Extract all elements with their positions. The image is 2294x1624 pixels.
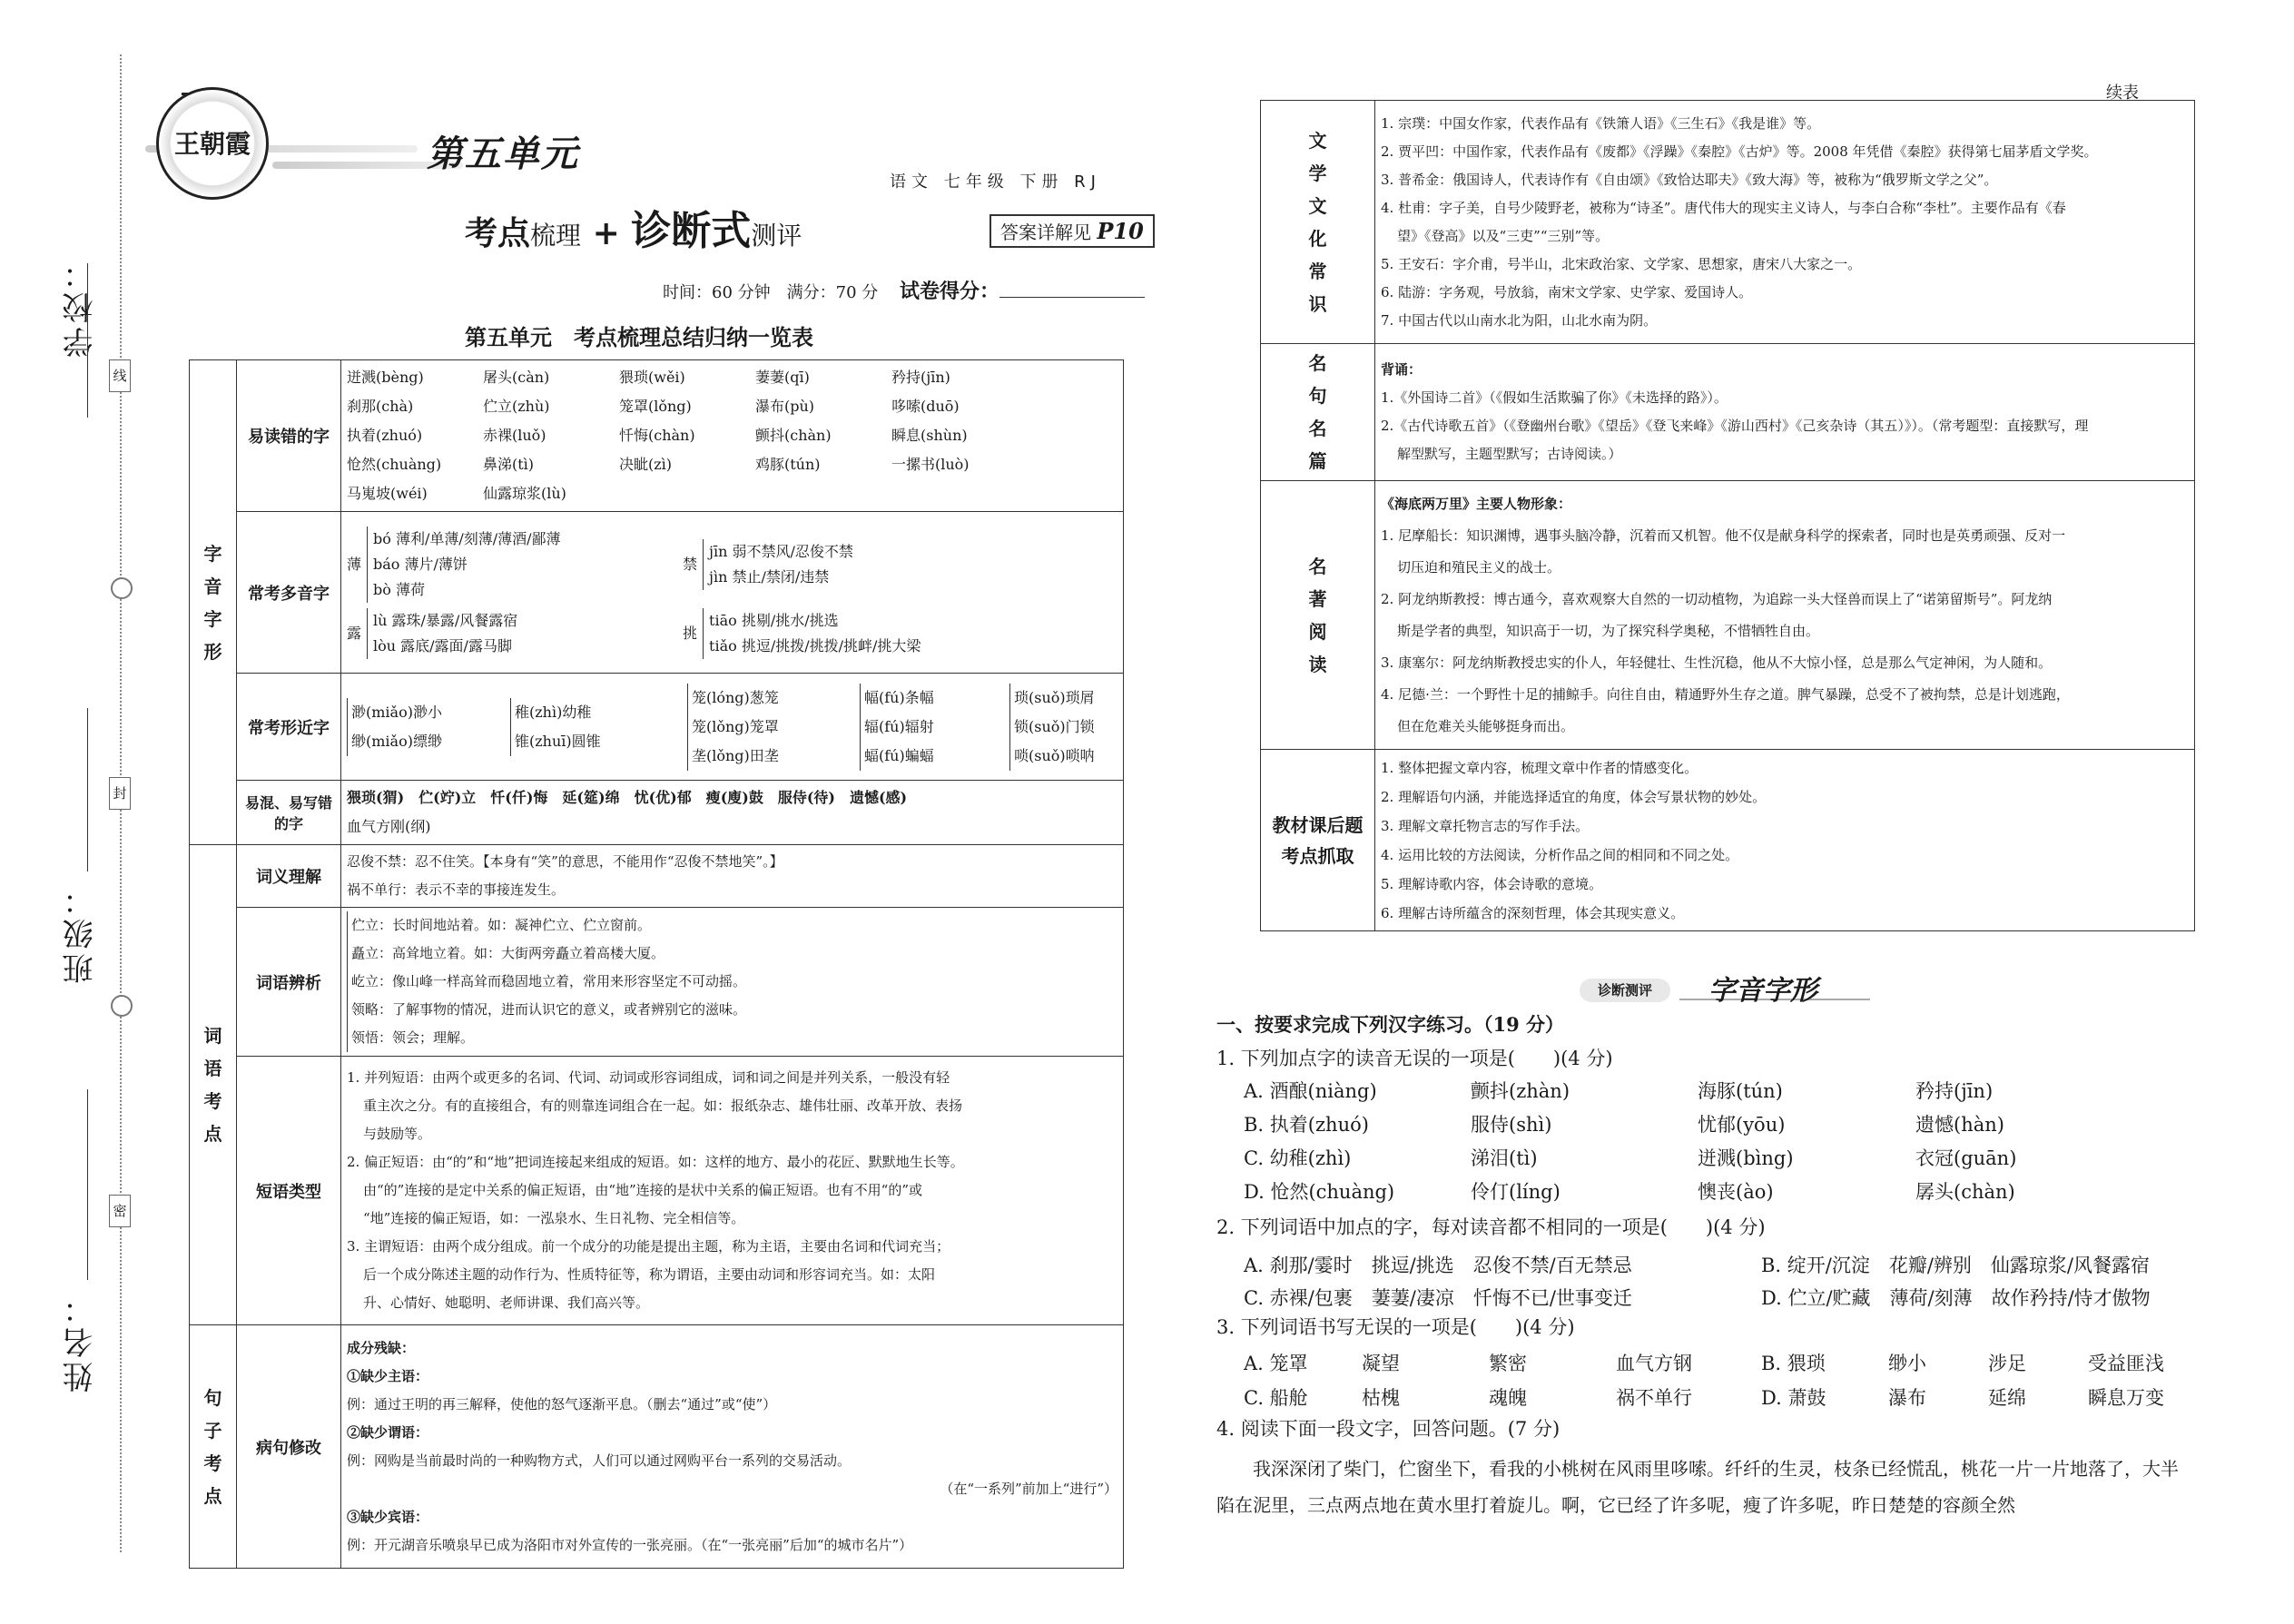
easy-wrong-item: 执着(zhuó) <box>347 427 423 444</box>
q3-option-word: 凝望 <box>1362 1353 1400 1374</box>
q3-option[interactable]: B. 猥琐 <box>1761 1353 1826 1374</box>
easy-wrong-item: 猥琐(wěi) <box>619 369 685 386</box>
q1-option-word: 海豚(tún) <box>1698 1080 1783 1102</box>
continue-label: 续表 <box>2106 84 2139 103</box>
q2-option-c[interactable]: C. 赤裸/包裹 萋萋/凄凉 忏悔不已/世事变迁 <box>1244 1287 1632 1309</box>
q1-option-word: 孱头(chàn) <box>1915 1181 2015 1203</box>
q3-option-word: 瞬息万变 <box>2088 1387 2164 1409</box>
famous-cell: 背诵： 1.《外国诗二首》（《假如生活欺骗了你》《未选择的路》）。 2.《古代诗歌五首》（《登幽州台歌》《望岳》《登飞来峰》《游山西村》《己亥杂诗（其五）》）。（常考题型：直接默写，理 解型默写，主题型默写；古诗阅读。） <box>1375 344 2195 481</box>
easy-wrong-item: 迸溅(bèng) <box>347 369 424 386</box>
q1-option-word: 服侍(shì) <box>1471 1114 1552 1136</box>
easy-wrong-item: 瞬息(shùn) <box>891 427 968 444</box>
q3-option[interactable]: C. 船舱 <box>1244 1387 1308 1409</box>
class-label: 班级： <box>63 881 99 984</box>
row-label-sentence-fix: 病句修改 <box>237 1325 341 1569</box>
easy-wrong-item: 笼罩(lǒng) <box>619 398 692 415</box>
q1-option-word: 遗憾(hàn) <box>1915 1114 2004 1136</box>
brand-logo: 王朝霞 <box>156 87 269 200</box>
row-label-similar: 常考形近字 <box>237 674 341 781</box>
q1-option[interactable]: A. 酒酿(niàng) <box>1244 1080 1377 1102</box>
category-ju: 句子考点 <box>190 1325 237 1569</box>
q1-option-word: 迸溅(bìng) <box>1698 1147 1794 1169</box>
bind-mark-xian: 线 <box>109 359 131 392</box>
diagnostic-badge: 诊断测评 字音字形 <box>1580 973 1879 1006</box>
q1-option-word: 涕泪(tì) <box>1471 1147 1538 1169</box>
q3-option-word: 瀑布 <box>1888 1387 1926 1409</box>
name-label: 姓名： <box>63 1289 99 1393</box>
easy-wrong-item: 仙露琼浆(lù) <box>483 485 566 502</box>
bind-mark-feng: 封 <box>109 777 131 810</box>
q1-option-word: 颤抖(zhàn) <box>1471 1080 1570 1102</box>
literature-cell: 1. 宗璞：中国女作家，代表作品有《铁箫人语》《三生石》《我是谁》等。 2. 贾平凹：中国作家，代表作品有《废都》《浮躁》《秦腔》《古炉》等。2008 年凭借《秦腔》获得第七届茅盾文学奖。 3. 普希金：俄国诗人，代表诗作有《自由颂》《致恰达耶夫》《致大海》等，被称为“俄罗斯文学之父”。 4. 杜甫：字子美，自号少陵野老，被称为“诗圣”。唐代伟大的现实主义诗人，与李白合称“李杜”。主要作品有《春 望》《登高》以及“三吏”“三别”等。 5. 王安石：字介甫，号半山，北宋政治家、文学家、思想家，唐宋八大家之一。 6. 陆游：字务观，号放翁，南宋文学家、史学家、爱国诗人。 7. 中国古代以山南水北为阳，山北水南为阴。 <box>1375 101 2195 344</box>
q3-option-word: 涉足 <box>1988 1353 2026 1374</box>
polyphone-cell: 薄 bó 薄利/单薄/刻薄/薄酒/鄙薄 báo 薄片/薄饼 bò 薄荷 禁 jīn 弱不禁风/忍俊不禁 jìn 禁止/禁闭/违禁 露 lù 露珠/暴露/风餐露宿 lòu 露底/露面/露马脚 挑 tiāo 挑剔/挑水/挑选 tiǎo 挑逗/挑拨/挑拨/挑衅/挑大梁 <box>341 512 1124 674</box>
understand-cell: 忍俊不禁：忍不住笑。【本身有“笑”的意思，不能用作“忍俊不禁地笑”。】 祸不单行：表示不幸的事接连发生。 <box>341 845 1124 908</box>
easy-wrong-item: 伫立(zhù) <box>483 398 550 415</box>
q3-option-word: 祸不单行 <box>1616 1387 1692 1409</box>
q3-option-word: 繁密 <box>1489 1353 1527 1374</box>
q3-option[interactable]: A. 笼罩 <box>1244 1353 1308 1374</box>
reading-passage: 我深深闭了柴门，伫窗坐下，看我的小桃树在风雨里哆嗦。纤纤的生灵，枝条已经慌乱，桃花一片一片地落了，大半陷在泥里，三点两点地在黄水里打着旋儿。啊，它已经了许多呢，瘦了许多呢，昨日楚楚的容颜全然 <box>1216 1458 2179 1516</box>
easy-wrong-item: 矜持(jīn) <box>891 369 950 386</box>
easy-wrong-item: 刹那(chà) <box>347 398 414 415</box>
q1-option-word: 懊丧(ào) <box>1698 1181 1774 1203</box>
q1-option-word: 伶仃(líng) <box>1471 1181 1561 1203</box>
summary-title: 第五单元 考点梳理总结归纳一览表 <box>465 324 813 350</box>
category-textbook: 教材课后题考点抓取 <box>1261 750 1375 931</box>
q2-option-d[interactable]: D. 伫立/贮藏 薄荷/刻薄 故作矜持/恃才傲物 <box>1761 1287 2151 1309</box>
school-label: 学校： <box>63 254 99 358</box>
school-field[interactable] <box>87 263 88 418</box>
category-zi: 字音字形 <box>190 360 237 845</box>
page-title: 考点梳理 + 诊断式测评 <box>465 208 802 254</box>
easy-wrong-item: 颤抖(chàn) <box>755 427 832 444</box>
binding-hole <box>111 995 133 1017</box>
q3-option-word: 血气方钢 <box>1616 1353 1692 1374</box>
unit-title: 第五单元 <box>427 133 579 175</box>
confuse-cell: 猥琐(猬) 伫(竚)立 忏(仟)悔 延(筵)绵 忧(优)郁 瘦(廋)鼓 服侍(待) 遗憾(感) 血气方刚(纲) <box>341 781 1124 845</box>
q2-option-a[interactable]: A. 刹那/霎时 挑逗/挑选 忍俊不禁/百无禁忌 <box>1244 1255 1632 1276</box>
q3-option[interactable]: D. 萧鼓 <box>1761 1387 1826 1409</box>
category-literature: 文学文化常识 <box>1261 101 1375 344</box>
row-label-confuse: 易混、易写错的字 <box>237 781 341 845</box>
question-2-stem: 2. 下列词语中加点的字，每对读音都不相同的一项是( )(4 分) <box>1216 1216 1766 1238</box>
easy-wrong-item: 怆然(chuàng) <box>347 456 442 473</box>
sentence-fix-cell: 成分残缺： ①缺少主语： 例：通过王明的再三解释，使他的怒气逐渐平息。（删去“通过”或“使”） ②缺少谓语： 例：网购是当前最时尚的一种购物方式，人们可以通过网购平台一系列的交易活动。 （在“一系列”前加上“进行”） ③缺少宾语： 例：开元湖音乐喷泉早已成为洛阳市对外宣传的一张亮丽。（在“一张亮丽”后加“的城市名片”） <box>341 1325 1124 1569</box>
easy-wrong-item: 瀑布(pù) <box>755 398 815 415</box>
textbook-cell: 1. 整体把握文章内容，梳理文章中作者的情感变化。 2. 理解语句内涵，并能选择适宜的角度，体会写景状物的妙处。 3. 理解文章托物言志的写作手法。 4. 运用比较的方法阅读，分析作品之间的相同和不同之处。 5. 理解诗歌内容，体会诗歌的意境。 6. 理解古诗所蕴含的深刻哲理，体会其现实意义。 <box>1375 750 2195 931</box>
exam-meta: 时间：60 分钟 满分：70 分 试卷得分： <box>663 276 1145 304</box>
q1-option[interactable]: C. 幼稚(zhì) <box>1244 1147 1352 1169</box>
easy-wrong-item: 马嵬坡(wéi) <box>347 485 428 502</box>
easy-wrong-item: 赤裸(luǒ) <box>483 427 546 444</box>
easy-wrong-item: 决眦(zì) <box>619 456 673 473</box>
analysis-cell: 伫立：长时间地站着。如：凝神伫立、伫立窗前。 矗立：高耸地立着。如：大街两旁矗立着高楼大厦。 屹立：像山峰一样高耸而稳固地立着，常用来形容坚定不可动摇。 领略：了解事物的情况，进而认识它的意义，或者辨别它的滋味。 领悟：领会；理解。 <box>341 908 1124 1057</box>
row-label-easy-wrong: 易读错的字 <box>237 360 341 512</box>
q1-option[interactable]: D. 怆然(chuàng) <box>1244 1181 1395 1203</box>
continued-table <box>1260 100 2195 931</box>
class-field[interactable] <box>87 708 88 871</box>
q3-option-word: 缈小 <box>1888 1353 1926 1374</box>
q3-option-word: 魂魄 <box>1489 1387 1527 1409</box>
q1-option-word: 衣冠(guān) <box>1915 1147 2017 1169</box>
name-field[interactable] <box>87 1089 88 1280</box>
easy-wrong-item: 忏悔(chàn) <box>619 427 695 444</box>
question-3-stem: 3. 下列词语书写无误的一项是( )(4 分) <box>1216 1316 1575 1338</box>
row-label-phrase: 短语类型 <box>237 1057 341 1325</box>
easy-wrong-item: 鸡豚(tún) <box>755 456 821 473</box>
q1-option-word: 矜持(jīn) <box>1915 1080 1994 1102</box>
binding-hole <box>111 577 133 599</box>
row-label-understand: 词义理解 <box>237 845 341 908</box>
q3-option-word: 延绵 <box>1988 1387 2026 1409</box>
question-1-stem: 1. 下列加点字的读音无误的一项是( )(4 分) <box>1216 1048 1613 1069</box>
easy-wrong-list <box>341 360 1124 512</box>
grade-info: 语文 七年级 下册 RJ <box>890 172 1101 192</box>
q3-option-word: 枯槐 <box>1362 1387 1400 1409</box>
q1-option-word: 忧郁(yōu) <box>1698 1114 1786 1136</box>
section-1-title: 一、按要求完成下列汉字练习。（19 分） <box>1216 1013 1565 1036</box>
similar-cell: 渺(miǎo)渺小 缈(miǎo)缥缈 稚(zhì)幼稚 锥(zhuī)圆锥 笼(lóng)葱笼 笼(lǒng)笼罩 垄(lǒng)田垄 幅(fú)条幅 辐(fú)辐射 蝠(fú)蝙蝠 琐(suǒ)琐屑 锁(suǒ)门锁 唢(suǒ)唢呐 <box>341 674 1124 781</box>
row-label-polyphone: 常考多音字 <box>237 512 341 674</box>
score-field[interactable] <box>999 297 1145 298</box>
category-famous: 名句名篇 <box>1261 344 1375 481</box>
answer-reference: 答案详解见 P10 <box>989 214 1155 248</box>
category-ci: 词语考点 <box>190 845 237 1325</box>
question-4-stem: 4. 阅读下面一段文字，回答问题。(7 分) <box>1216 1418 1561 1440</box>
summary-table <box>189 359 1124 1569</box>
q2-option-b[interactable]: B. 绽开/沉淀 花瓣/辨别 仙露琼浆/风餐露宿 <box>1761 1255 2151 1276</box>
category-books: 名著阅读 <box>1261 481 1375 750</box>
q1-option[interactable]: B. 执着(zhuó) <box>1244 1114 1369 1136</box>
easy-wrong-item: 鼻涕(tì) <box>483 456 535 473</box>
easy-wrong-item: 一摞书(luò) <box>891 456 970 473</box>
phrase-cell: 1. 并列短语：由两个或更多的名词、代词、动词或形容词组成，词和词之间是并列关系，一般没有轻 重主次之分。有的直接组合，有的则靠连词组合在一起。如：报纸杂志、雄伟壮丽、改革开放、表扬 与鼓励等。 2. 偏正短语：由“的”和“地”把词连接起来组成的短语。如：这样的地方、最小的花匠、默默地生长等。 由“的”连接的是定中关系的偏正短语，由“地”连接的是状中关系的偏正短语。也有不用“的”或 “地”连接的偏正短语，如：一泓泉水、生日礼物、完全相信等。 3. 主谓短语：由两个成分组成。前一个成分的功能是提出主题，称为主语，主要由名词和代词充当； 后一个成分陈述主题的动作行为、性质特征等，称为谓语，主要由动词和形容词充当。如：太阳 升、心情好、她聪明、老师讲课、我们高兴等。 <box>341 1057 1124 1325</box>
q3-option-word: 受益匪浅 <box>2088 1353 2164 1374</box>
easy-wrong-item: 屠头(càn) <box>483 369 550 386</box>
row-label-analysis: 词语辨析 <box>237 908 341 1057</box>
easy-wrong-item: 哆嗦(duō) <box>891 398 960 415</box>
books-cell: 《海底两万里》主要人物形象： 1. 尼摩船长：知识渊博，遇事头脑冷静，沉着而又机智。他不仅是献身科学的探索者，同时也是英勇顽强、反对一 切压迫和殖民主义的战士。 2. 阿龙纳斯教授：博古通今，喜欢观察大自然的一切动植物，为追踪一头大怪兽而误上了“诺第留斯号”。阿龙纳 斯是学者的典型，知识高于一切，为了探究科学奥秘，不惜牺牲自由。 3. 康塞尔：阿龙纳斯教授忠实的仆人，年轻健壮、生性沉稳，他从不大惊小怪，总是那么气定神闲，为人随和。 4. 尼德·兰：一个野性十足的捕鲸手。向往自由，精通野外生存之道。脾气暴躁，总受不了被拘禁，总是计划逃跑， 但在危难关头能够挺身而出。 <box>1375 481 2195 750</box>
bind-mark-mi: 密 <box>109 1195 131 1227</box>
easy-wrong-item: 萋萋(qī) <box>755 369 810 386</box>
